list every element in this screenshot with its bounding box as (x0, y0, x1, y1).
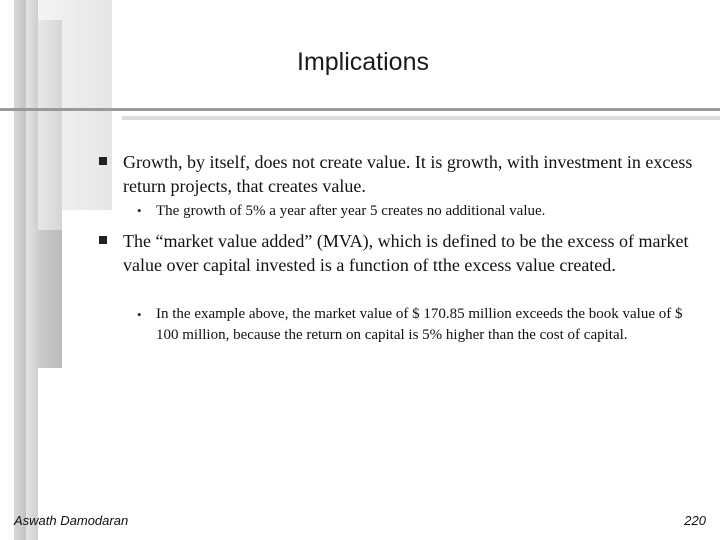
decorative-bar (14, 0, 26, 540)
decorative-bar (26, 0, 38, 540)
sub-bullet-dot-icon: • (137, 307, 142, 322)
slide-title: Implications (297, 48, 429, 76)
bullet-square-icon (99, 157, 107, 165)
page-number: 220 (684, 513, 706, 528)
header-rule-shadow (122, 116, 720, 120)
header-rule (0, 108, 720, 111)
bullet-text: The “market value added” (MVA), which is defined to be the excess of market value over capital invested is a function of tthe excess value created. (123, 231, 689, 275)
footer-author: Aswath Damodaran (14, 513, 129, 528)
bullet-square-icon (99, 236, 107, 244)
sub-bullet-dot-icon: • (137, 203, 142, 218)
sub-bullet-text: In the example above, the market value of $ 170.85 million exceeds the book value of $ 100 million, because the return on capital is 5% higher than the cost of capital. (156, 306, 683, 343)
bullet-text: Growth, by itself, does not create value. It is growth, with investment in excess return projects, that creates value. (123, 152, 693, 196)
sub-bullet-text: The growth of 5% a year after year 5 creates no additional value. (156, 203, 546, 219)
